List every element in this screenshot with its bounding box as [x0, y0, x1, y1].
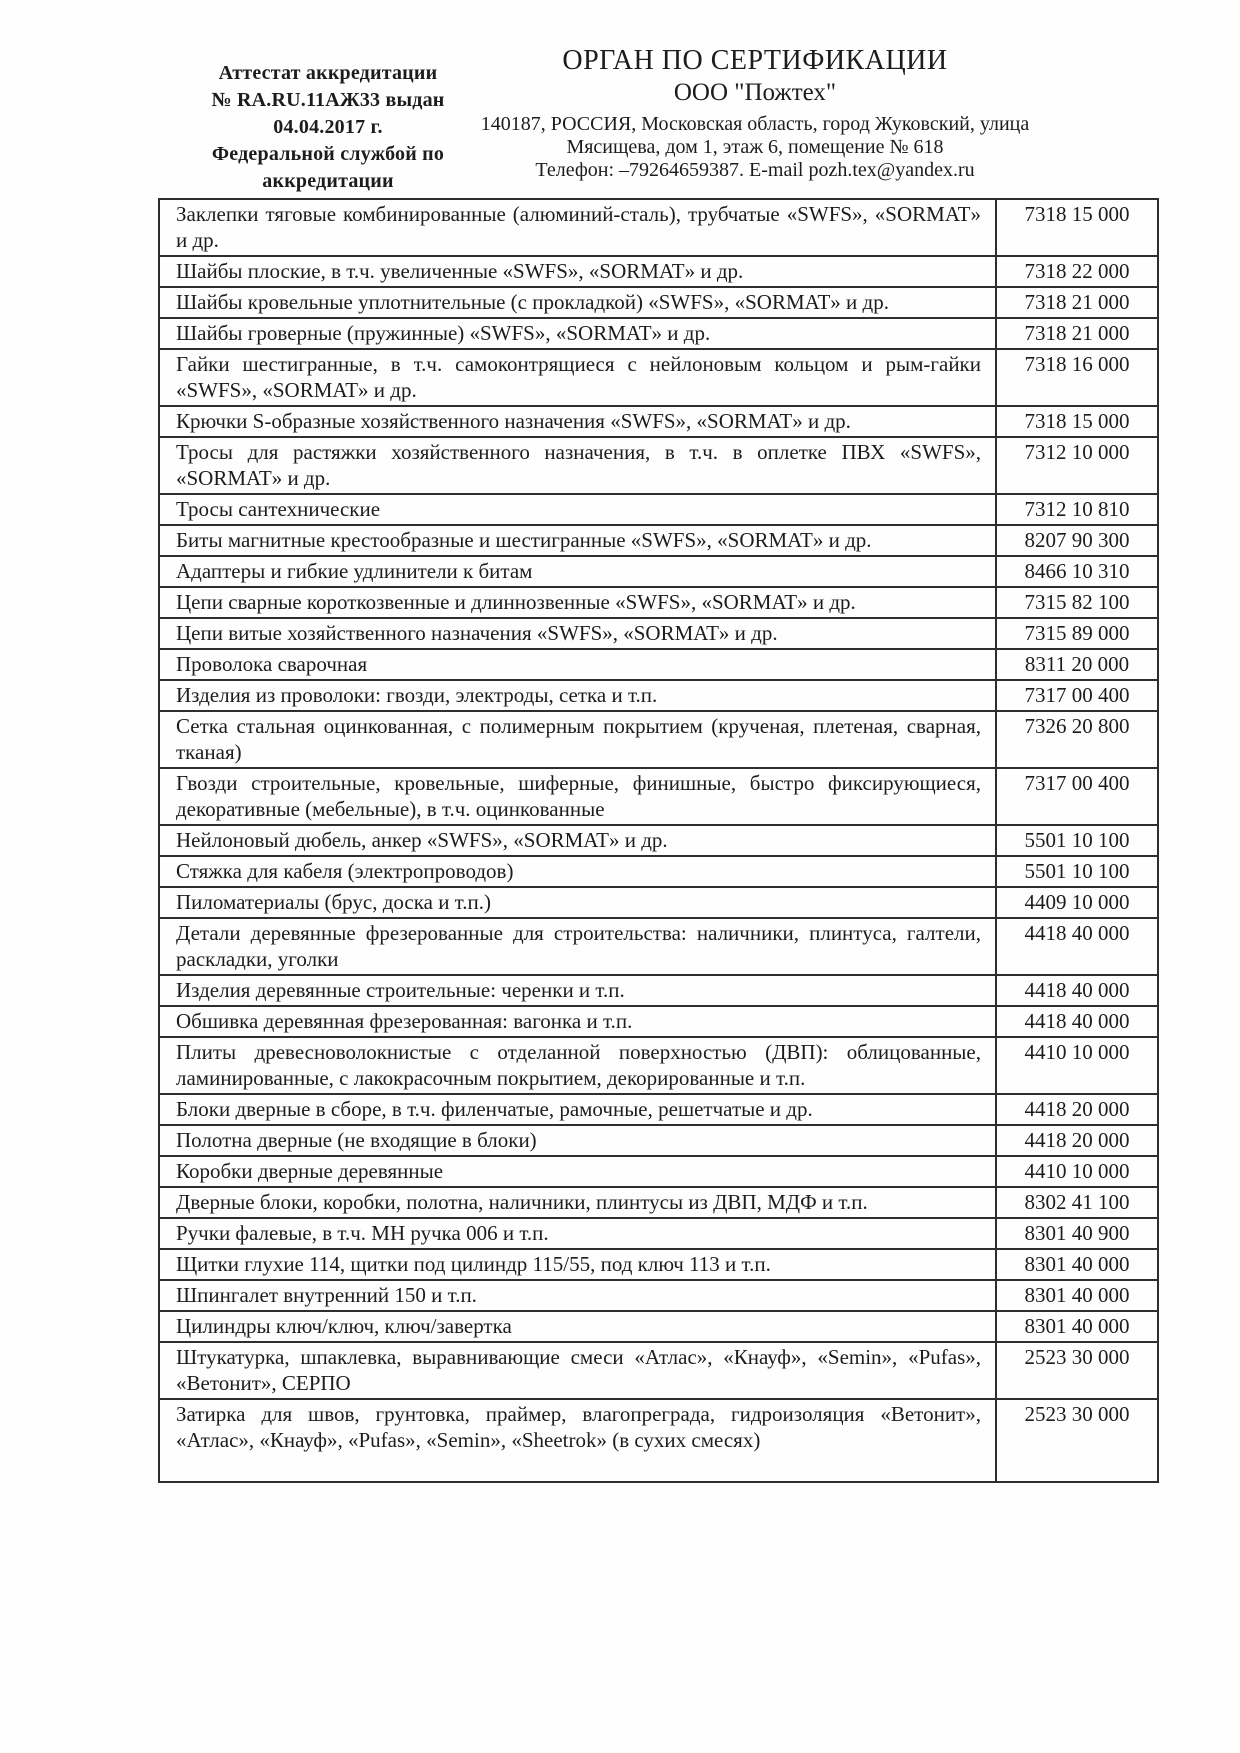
- item-description: Изделия из проволоки: гвозди, электроды, сетка и т.п.: [159, 680, 996, 711]
- table-row: [159, 856, 1158, 887]
- table-row: [159, 1037, 1158, 1094]
- table-row: [159, 199, 1158, 256]
- table-row: [159, 1280, 1158, 1311]
- table-row: [159, 287, 1158, 318]
- item-code: 4418 40 000: [996, 975, 1158, 1006]
- item-description: Изделия деревянные строительные: черенки и т.п.: [159, 975, 996, 1006]
- item-code: 7318 21 000: [996, 318, 1158, 349]
- item-description: Полотна дверные (не входящие в блоки): [159, 1125, 996, 1156]
- table-row: [159, 587, 1158, 618]
- table-row: [159, 437, 1158, 494]
- item-description: Шпингалет внутренний 150 и т.п.: [159, 1280, 996, 1311]
- item-code: 7318 15 000: [996, 406, 1158, 437]
- table-row: [159, 918, 1158, 975]
- item-code: 7318 15 000: [996, 199, 1158, 256]
- item-description: Плиты древесноволокнистые с отделанной поверхностью (ДВП): облицованные, ламинированные, с лакокрасочным покрытием, декорированные и т.п.: [159, 1037, 996, 1094]
- item-description: Пиломатериалы (брус, доска и т.п.): [159, 887, 996, 918]
- table-row: [159, 975, 1158, 1006]
- accreditation-line: 04.04.2017 г.: [273, 116, 383, 138]
- item-description: Коробки дверные деревянные: [159, 1156, 996, 1187]
- table-row: [159, 711, 1158, 768]
- table-row: [159, 1311, 1158, 1342]
- org-contact: Телефон: –79264659387. E-mail pozh.tex@yandex.ru: [535, 159, 975, 181]
- table-row: [159, 618, 1158, 649]
- item-description: Цилиндры ключ/ключ, ключ/завертка: [159, 1311, 996, 1342]
- item-code: 8466 10 310: [996, 556, 1158, 587]
- item-code: 4409 10 000: [996, 887, 1158, 918]
- item-code: 7315 89 000: [996, 618, 1158, 649]
- table-row: [159, 318, 1158, 349]
- org-address-line2: Мясищева, дом 1, этаж 6, помещение № 618: [566, 136, 944, 158]
- org-address-line1: 140187, РОССИЯ, Московская область, город Жуковский, улица: [480, 113, 1030, 135]
- item-description: Дверные блоки, коробки, полотна, наличники, плинтусы из ДВП, МДФ и т.п.: [159, 1187, 996, 1218]
- table-row: [159, 349, 1158, 406]
- table-row: [159, 768, 1158, 825]
- item-code: 5501 10 100: [996, 856, 1158, 887]
- item-description: Гайки шестигранные, в т.ч. самоконтрящиеся с нейлоновым кольцом и рым-гайки «SWFS», «SORMAT» и др.: [159, 349, 996, 406]
- item-description: Обшивка деревянная фрезерованная: вагонка и т.п.: [159, 1006, 996, 1037]
- item-code: 5501 10 100: [996, 825, 1158, 856]
- item-description: Шайбы кровельные уплотнительные (с прокладкой) «SWFS», «SORMAT» и др.: [159, 287, 996, 318]
- item-description: Штукатурка, шпаклевка, выравнивающие смеси «Атлас», «Кнауф», «Semin», «Pufas», «Ветонит», СЕРПО: [159, 1342, 996, 1399]
- item-code: 7317 00 400: [996, 768, 1158, 825]
- item-description: Крючки S-образные хозяйственного назначения «SWFS», «SORMAT» и др.: [159, 406, 996, 437]
- item-code: 4410 10 000: [996, 1037, 1158, 1094]
- table-row: [159, 825, 1158, 856]
- table-row: [159, 1249, 1158, 1280]
- item-description: Шайбы плоские, в т.ч. увеличенные «SWFS», «SORMAT» и др.: [159, 256, 996, 287]
- item-description: Щитки глухие 114, щитки под цилиндр 115/55, под ключ 113 и т.п.: [159, 1249, 996, 1280]
- accreditation-line: № RA.RU.11АЖ33 выдан: [211, 89, 445, 111]
- table-row: [159, 1006, 1158, 1037]
- accreditation-line: Аттестат аккредитации: [218, 62, 438, 84]
- item-description: Нейлоновый дюбель, анкер «SWFS», «SORMAT» и др.: [159, 825, 996, 856]
- table-row: [159, 680, 1158, 711]
- table-row: [159, 256, 1158, 287]
- item-description: Тросы для растяжки хозяйственного назначения, в т.ч. в оплетке ПВХ «SWFS», «SORMAT» и др.: [159, 437, 996, 494]
- org-title: ОРГАН ПО СЕРТИФИКАЦИИ: [562, 45, 948, 76]
- item-code: 4418 40 000: [996, 1006, 1158, 1037]
- item-code: 2523 30 000: [996, 1342, 1158, 1399]
- item-description: Блоки дверные в сборе, в т.ч. филенчатые, рамочные, решетчатые и др.: [159, 1094, 996, 1125]
- item-code: 7317 00 400: [996, 680, 1158, 711]
- certification-body-block: [430, 44, 1080, 182]
- item-description: Тросы сантехнические: [159, 494, 996, 525]
- item-description: Сетка стальная оцинкованная, с полимерным покрытием (крученая, плетеная, сварная, тканая): [159, 711, 996, 768]
- item-code: 8301 40 000: [996, 1311, 1158, 1342]
- item-code: 8301 40 000: [996, 1280, 1158, 1311]
- item-description: Стяжка для кабеля (электропроводов): [159, 856, 996, 887]
- item-description: Гвозди строительные, кровельные, шиферные, финишные, быстро фиксирующиеся, декоративные (мебельные), в т.ч. оцинкованные: [159, 768, 996, 825]
- table-row: [159, 1187, 1158, 1218]
- accreditation-line: аккредитации: [262, 170, 394, 192]
- item-code: 8207 90 300: [996, 525, 1158, 556]
- table-row: [159, 1399, 1158, 1482]
- product-table: [158, 198, 1159, 1483]
- org-name: ООО "Пожтех": [673, 79, 837, 106]
- item-description: Детали деревянные фрезерованные для строительства: наличники, плинтуса, галтели, раскладки, уголки: [159, 918, 996, 975]
- item-code: 7318 16 000: [996, 349, 1158, 406]
- item-description: Шайбы гроверные (пружинные) «SWFS», «SORMAT» и др.: [159, 318, 996, 349]
- item-description: Ручки фалевые, в т.ч. МН ручка 006 и т.п.: [159, 1218, 996, 1249]
- table-row: [159, 649, 1158, 680]
- item-code: 4410 10 000: [996, 1156, 1158, 1187]
- table-row: [159, 525, 1158, 556]
- item-code: 7318 21 000: [996, 287, 1158, 318]
- item-description: Затирка для швов, грунтовка, праймер, влагопреграда, гидроизоляция «Ветонит», «Атлас», «Кнауф», «Pufas», «Semin», «Sheetrok» (в сухих смесях): [159, 1399, 996, 1482]
- item-code: 8301 40 900: [996, 1218, 1158, 1249]
- item-code: 2523 30 000: [996, 1399, 1158, 1482]
- item-description: Проволока сварочная: [159, 649, 996, 680]
- item-code: 7326 20 800: [996, 711, 1158, 768]
- item-code: 4418 20 000: [996, 1094, 1158, 1125]
- table-row: [159, 406, 1158, 437]
- item-code: 8301 40 000: [996, 1249, 1158, 1280]
- table-row: [159, 887, 1158, 918]
- item-code: 7315 82 100: [996, 587, 1158, 618]
- table-row: [159, 1125, 1158, 1156]
- item-code: 4418 20 000: [996, 1125, 1158, 1156]
- item-code: 8311 20 000: [996, 649, 1158, 680]
- item-description: Цепи витые хозяйственного назначения «SWFS», «SORMAT» и др.: [159, 618, 996, 649]
- item-description: Цепи сварные короткозвенные и длиннозвенные «SWFS», «SORMAT» и др.: [159, 587, 996, 618]
- table-row: [159, 1218, 1158, 1249]
- table-row: [159, 1094, 1158, 1125]
- item-description: Заклепки тяговые комбинированные (алюминий-сталь), трубчатые «SWFS», «SORMAT» и др.: [159, 199, 996, 256]
- table-row: [159, 1156, 1158, 1187]
- table-row: [159, 1342, 1158, 1399]
- accreditation-line: Федеральной службой по: [211, 143, 445, 165]
- table-row: [159, 556, 1158, 587]
- item-code: 4418 40 000: [996, 918, 1158, 975]
- item-description: Адаптеры и гибкие удлинители к битам: [159, 556, 996, 587]
- item-code: 7312 10 810: [996, 494, 1158, 525]
- table-row: [159, 494, 1158, 525]
- item-code: 8302 41 100: [996, 1187, 1158, 1218]
- item-code: 7318 22 000: [996, 256, 1158, 287]
- item-code: 7312 10 000: [996, 437, 1158, 494]
- item-description: Биты магнитные крестообразные и шестигранные «SWFS», «SORMAT» и др.: [159, 525, 996, 556]
